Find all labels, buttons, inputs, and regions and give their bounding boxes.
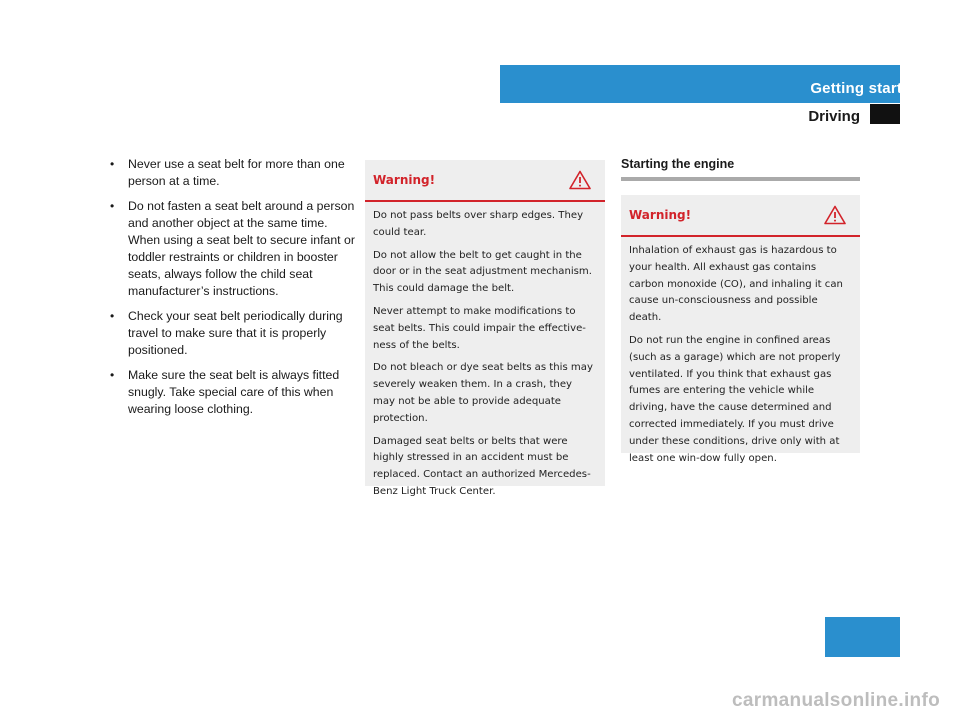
- warning-paragraph: Do not bleach or dye seat belts as this may severely weaken them. In a crash, they may not be able to provide adequate protection.: [373, 362, 593, 424]
- chapter-tab: [870, 104, 900, 124]
- warning-paragraph: Do not run the engine in confined areas (such as a garage) which are not properly ventilated. If you think that exhaust gas fumes are entering the vehicle while driving, have the cause determined and corrected immediately. If you must drive under these conditions, drive only with at least one win-dow fully open.: [629, 334, 841, 464]
- warning-header: [365, 160, 605, 202]
- bullet-list: [110, 156, 355, 426]
- chapter-title: Getting started: [810, 80, 920, 97]
- list-item: • Check your seat belt periodically during travel to make sure that it is properly positioned.: [110, 308, 355, 359]
- list-item: • Make sure the seat belt is always fitted snugly. Take special care of this when wearing loose clothing.: [110, 367, 355, 418]
- warning-header: [621, 195, 860, 237]
- warning-box-exhaust: [621, 195, 860, 464]
- section-title: Starting the engine: [621, 157, 860, 181]
- warning-body: [365, 202, 605, 515]
- warning-title: Warning!: [629, 208, 692, 222]
- warning-title: Warning!: [373, 173, 436, 187]
- warning-paragraph: Damaged seat belts or belts that were highly stressed in an accident must be replaced. Contact an authorized Mercedes-Benz Light Truck Center.: [373, 435, 591, 497]
- warning-paragraph: Never attempt to make modifications to seat belts. This could impair the effective-ness of the belts.: [373, 305, 586, 351]
- warning-paragraph: Inhalation of exhaust gas is hazardous to your health. All exhaust gas contains carbon monoxide (CO), and inhaling it can cause un-consciousness and possible death.: [629, 245, 843, 324]
- warning-triangle-icon: [569, 170, 591, 190]
- watermark: carmanualsonline.info: [732, 690, 940, 711]
- warning-paragraph: Do not pass belts over sharp edges. They could tear.: [373, 210, 584, 238]
- warning-triangle-icon: [824, 205, 846, 225]
- list-item: • Never use a seat belt for more than one person at a time.: [110, 156, 355, 190]
- page-number: 57: [903, 621, 920, 638]
- page-number-box: [825, 617, 900, 657]
- warning-box-seat-belts: [365, 160, 605, 497]
- section-heading: Driving: [808, 108, 860, 125]
- warning-body: [621, 237, 860, 481]
- list-item: • Do not fasten a seat belt around a person and another object at the same time. When using a seat belt to secure infant or toddler restraints or children in booster seats, always follow the child seat manufacturer’s instructions.: [110, 198, 355, 300]
- warning-paragraph: Do not allow the belt to get caught in the door or in the seat adjustment mechanism. This could damage the belt.: [373, 249, 592, 295]
